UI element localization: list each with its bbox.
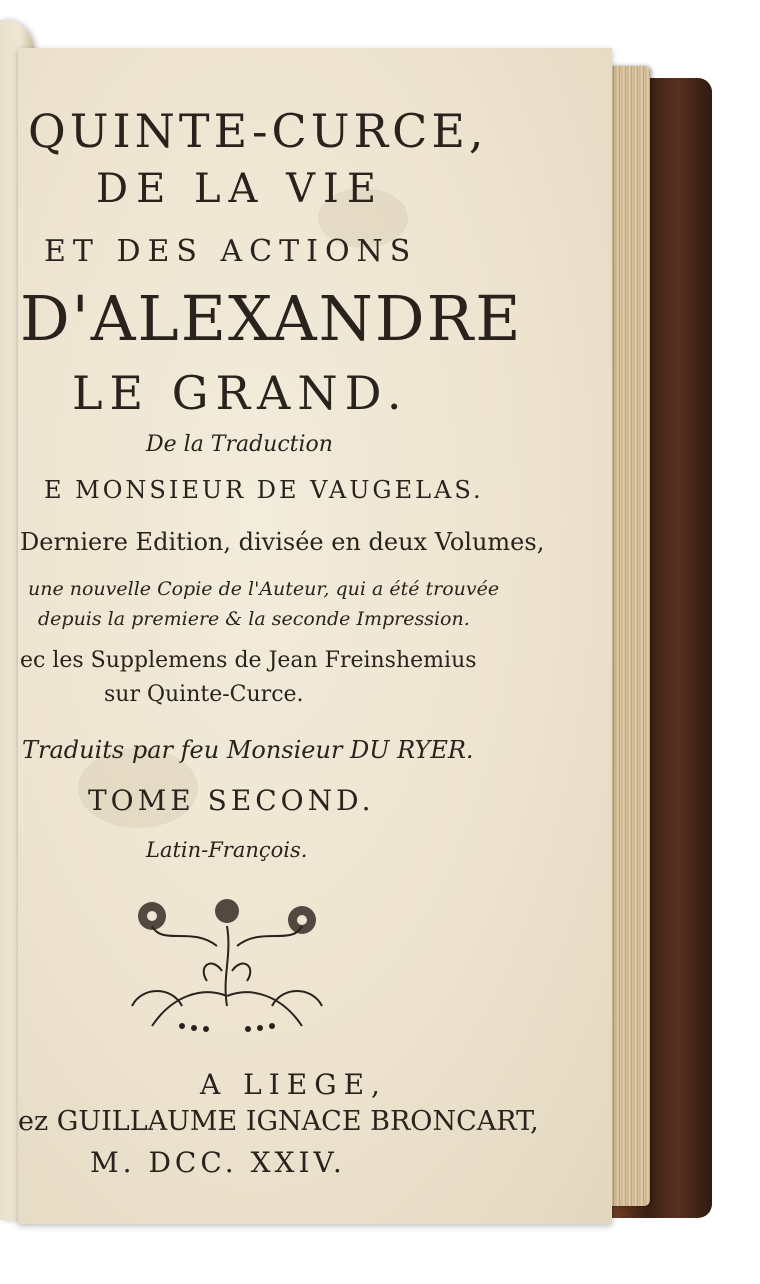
title-line-1: QUINTE-CURCE, (28, 104, 488, 158)
title-line-5: LE GRAND. (72, 366, 409, 420)
supplement-note-1: ec les Supplemens de Jean Freinshemius (20, 648, 477, 673)
translation-credit: De la Traduction (146, 432, 333, 457)
language-note: Latin-François. (146, 838, 308, 862)
imprint-printer: ez GUILLAUME IGNACE BRONCART, (18, 1106, 539, 1137)
supplement-translator: Traduits par feu Monsieur DU RYER. (22, 736, 474, 764)
title-line-4: D'ALEXANDRE (20, 282, 523, 355)
translator-name: E MONSIEUR DE VAUGELAS. (44, 476, 484, 504)
supplement-note-2: sur Quinte-Curce. (104, 682, 304, 707)
imprint-year: M. DCC. XXIV. (90, 1146, 346, 1179)
title-page (18, 48, 612, 1224)
title-line-2: DE LA VIE (96, 166, 385, 212)
title-line-3: ET DES ACTIONS (44, 234, 418, 269)
edition-note: Derniere Edition, divisée en deux Volumes, (20, 528, 545, 556)
floral-ornament (122, 886, 332, 1036)
volume-label: TOME SECOND. (88, 784, 375, 817)
imprint-city: A LIEGE, (200, 1068, 387, 1101)
copy-note-1: une nouvelle Copie de l'Auteur, qui a été trouvée (28, 578, 500, 600)
copy-note-2: depuis la premiere & la seconde Impression. (38, 608, 470, 630)
